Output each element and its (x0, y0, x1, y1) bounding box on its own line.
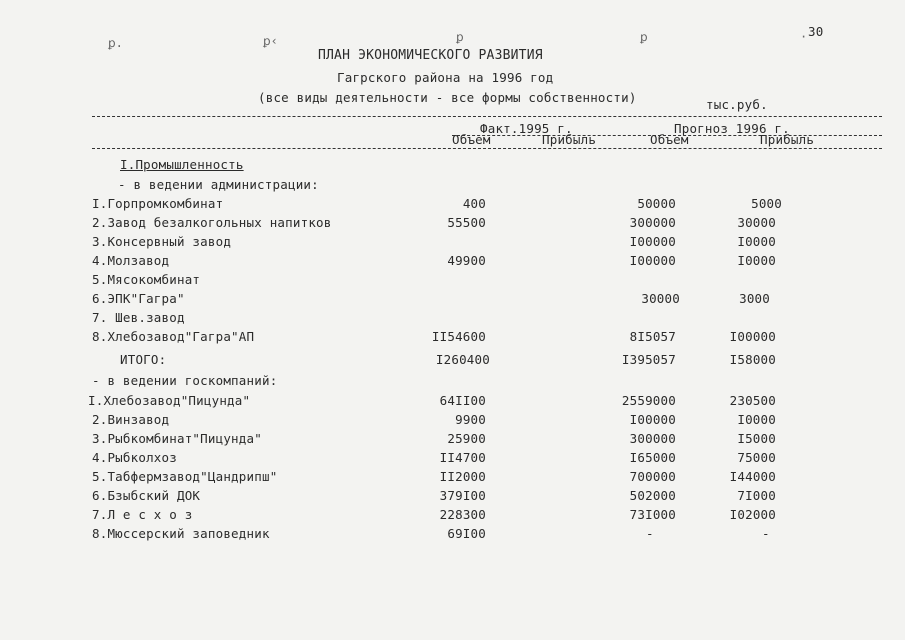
row-name: 5.Табфермзавод"Цандрипш" (92, 469, 278, 484)
stray-mark: ꝑ (640, 30, 648, 44)
forecast-profit-cell: 7I000 (737, 488, 776, 503)
fact-volume-cell: 400 (462, 196, 486, 211)
forecast-volume-cell: 73I000 (629, 507, 676, 522)
document-subtitle: Гагрского района на 1996 год (337, 70, 554, 85)
forecast-volume-cell: - (646, 526, 654, 541)
stray-mark: ꝑ‹ (263, 34, 278, 48)
forecast-profit-header: Прибыль (760, 132, 815, 147)
row-name: 6.ЭПК"Гагра" (92, 291, 185, 306)
page-number: 30 (808, 24, 824, 39)
forecast-profit-cell: 30000 (737, 215, 776, 230)
row-name: I.Хлебозавод"Пицунда" (88, 393, 251, 408)
row-name: 3.Рыбкомбинат"Пицунда" (92, 431, 262, 446)
row-name: 8.Хлебозавод"Гагра"АП (92, 329, 255, 344)
section-title: I.Промышленность (120, 157, 244, 172)
fact-volume-header: Объем (452, 132, 491, 147)
forecast-profit-cell: I02000 (729, 507, 776, 522)
forecast-volume-cell: 30000 (641, 291, 680, 306)
fact-volume-cell: 69I00 (447, 526, 486, 541)
fact-profit-header: Прибыль (542, 132, 597, 147)
row-name: 8.Мюссерский заповедник (92, 526, 270, 541)
forecast-volume-cell: 8I5057 (629, 329, 676, 344)
fact-volume-cell: 55500 (447, 215, 486, 230)
row-name: 5.Мясокомбинат (92, 272, 201, 287)
forecast-header: Прогноз 1996 г. (674, 121, 790, 136)
total-forecast-profit: I58000 (729, 352, 776, 367)
fact-volume-cell: 379I00 (439, 488, 486, 503)
row-name: 6.Бзыбский ДОК (92, 488, 201, 503)
total-fact-volume: I260400 (435, 352, 490, 367)
stray-mark: ꝑ. (108, 36, 123, 50)
stray-mark: · (800, 30, 808, 44)
forecast-volume-cell: 502000 (629, 488, 676, 503)
group-state-label: - в ведении госкомпаний: (92, 373, 278, 388)
forecast-profit-cell: 230500 (729, 393, 776, 408)
header-top-rule (92, 116, 882, 117)
fact-header: Факт.1995 г. (480, 121, 573, 136)
forecast-volume-cell: 2559000 (621, 393, 676, 408)
forecast-profit-cell: I0000 (737, 234, 776, 249)
row-name: 4.Молзавод (92, 253, 170, 268)
fact-volume-cell: 49900 (447, 253, 486, 268)
forecast-volume-cell: I00000 (629, 253, 676, 268)
forecast-volume-cell: I00000 (629, 234, 676, 249)
row-name: 3.Консервный завод (92, 234, 232, 249)
group-admin-label: - в ведении администрации: (118, 177, 319, 192)
fact-volume-cell: II4700 (439, 450, 486, 465)
row-name: 2.Завод безалкогольных напитков (92, 215, 332, 230)
total-label: ИТОГО: (120, 352, 167, 367)
row-name: 7. Шев.завод (92, 310, 185, 325)
forecast-volume-cell: 700000 (629, 469, 676, 484)
forecast-profit-cell: - (762, 526, 770, 541)
row-name: 2.Винзавод (92, 412, 170, 427)
forecast-profit-cell: 5000 (751, 196, 782, 211)
document-scope: (все виды деятельности - все формы собственности) (258, 90, 637, 105)
total-forecast-volume: I395057 (621, 352, 676, 367)
forecast-volume-header: Объем (650, 132, 689, 147)
row-name: I.Горпромкомбинат (92, 196, 224, 211)
forecast-volume-cell: 300000 (629, 431, 676, 446)
fact-volume-cell: II54600 (431, 329, 486, 344)
fact-volume-cell: 64II00 (439, 393, 486, 408)
fact-volume-cell: 25900 (447, 431, 486, 446)
forecast-profit-cell: I44000 (729, 469, 776, 484)
fact-volume-cell: II2000 (439, 469, 486, 484)
forecast-profit-cell: I5000 (737, 431, 776, 446)
forecast-volume-cell: 50000 (637, 196, 676, 211)
fact-volume-cell: 9900 (455, 412, 486, 427)
stray-mark: ꝑ (456, 30, 464, 44)
units-label: тыс.руб. (706, 97, 768, 112)
forecast-profit-cell: I0000 (737, 412, 776, 427)
forecast-profit-cell: I00000 (729, 329, 776, 344)
row-name: 7.Л е с х о з (92, 507, 193, 522)
fact-volume-cell: 228300 (439, 507, 486, 522)
header-bottom-rule (92, 148, 882, 149)
forecast-volume-cell: I65000 (629, 450, 676, 465)
forecast-profit-cell: 3000 (739, 291, 770, 306)
row-name: 4.Рыбколхоз (92, 450, 177, 465)
forecast-profit-cell: I0000 (737, 253, 776, 268)
forecast-volume-cell: I00000 (629, 412, 676, 427)
forecast-profit-cell: 75000 (737, 450, 776, 465)
forecast-volume-cell: 300000 (629, 215, 676, 230)
document-title: ПЛАН ЭКОНОМИЧЕСКОГО РАЗВИТИЯ (318, 48, 543, 63)
